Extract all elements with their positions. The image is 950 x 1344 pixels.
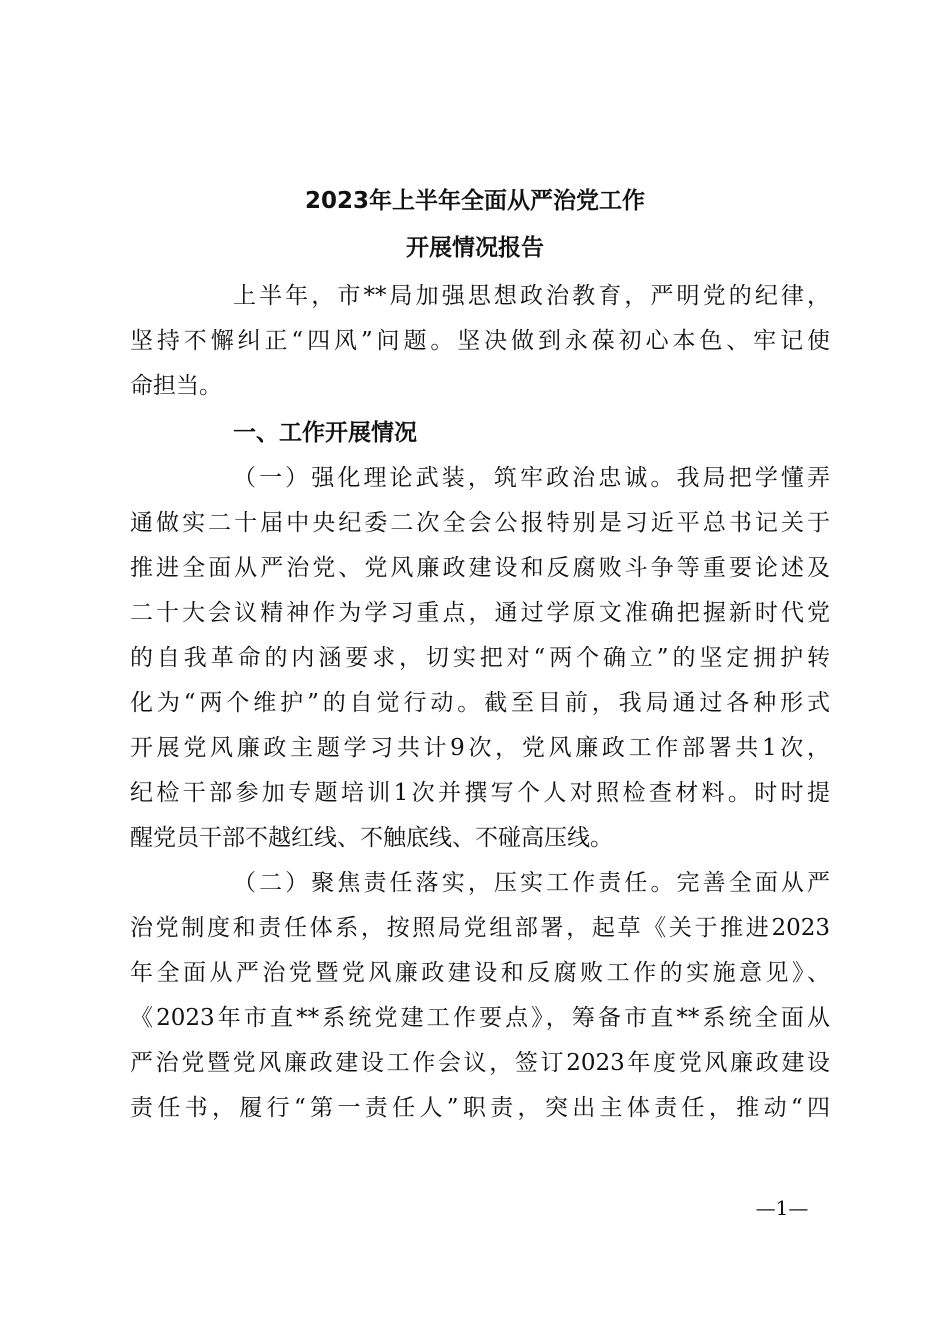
text-line: 年全面从严治党暨党风廉政建设和反腐败工作的实施意见》、 <box>130 960 830 986</box>
section-heading-work-progress: 一、工作开展情况 <box>233 420 417 446</box>
report-title-line-2: 开展情况报告 <box>406 235 544 261</box>
text-line: 开展党风廉政主题学习共计9次，党风廉政工作部署共1次， <box>130 735 830 761</box>
report-title-line-1: 2023年上半年全面从严治党工作 <box>304 188 645 214</box>
text-line: 醒党员干部不越红线、不触底线、不碰高压线。 <box>130 825 613 851</box>
text-line: 治党制度和责任体系，按照局党组部署，起草《关于推进2023 <box>130 915 830 941</box>
text-line: 责任书，履行“第一责任人”职责，突出主体责任，推动“四 <box>130 1095 830 1121</box>
text-line: 严治党暨党风廉政建设工作会议，签订2023年度党风廉政建设 <box>130 1050 830 1076</box>
text-line: （一）强化理论武装，筑牢政治忠诚。我局把学懂弄 <box>233 465 830 491</box>
text-line: 二十大会议精神作为学习重点，通过学原文准确把握新时代党 <box>130 600 830 626</box>
text-line: 命担当。 <box>130 373 222 399</box>
text-line: 上半年，市**局加强思想政治教育，严明党的纪律， <box>233 283 830 309</box>
text-line: 通做实二十届中央纪委二次全会公报特别是习近平总书记关于 <box>130 510 830 536</box>
text-line: 推进全面从严治党、党风廉政建设和反腐败斗争等重要论述及 <box>130 555 830 581</box>
text-line: （二）聚焦责任落实，压实工作责任。完善全面从严 <box>233 870 830 896</box>
text-line: 《2023年市直**系统党建工作要点》，筹备市直**系统全面从 <box>130 1005 830 1031</box>
page-number: —1— <box>755 1196 809 1220</box>
text-line: 化为“两个维护”的自觉行动。截至目前，我局通过各种形式 <box>130 690 830 716</box>
text-line: 的自我革命的内涵要求，切实把对“两个确立”的坚定拥护转 <box>130 645 830 671</box>
text-line: 坚持不懈纠正“四风”问题。坚决做到永葆初心本色、牢记使 <box>130 328 830 354</box>
text-line: 纪检干部参加专题培训1次并撰写个人对照检查材料。时时提 <box>130 780 830 806</box>
